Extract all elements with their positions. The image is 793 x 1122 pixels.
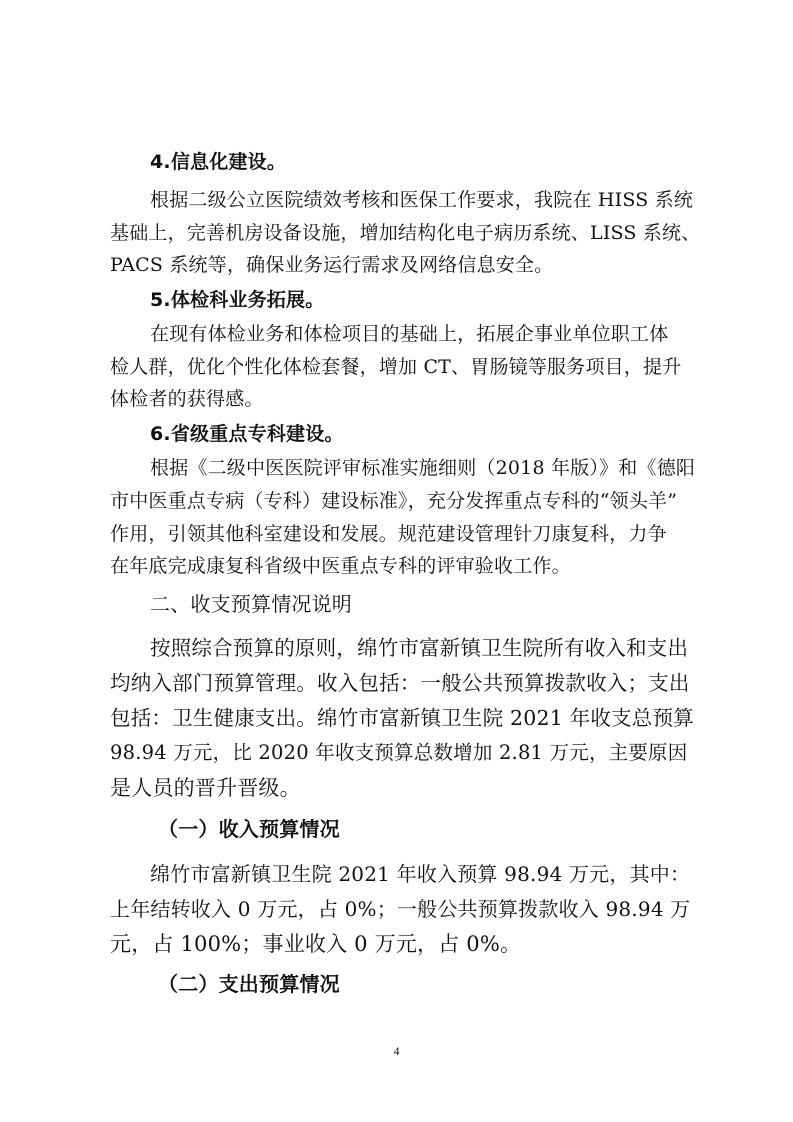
section-4-heading: 4.信息化建设。 — [150, 151, 287, 173]
section-4-line-3: PACS 系统等，确保业务运行需求及网络信息安全。 — [110, 254, 554, 276]
income-line-2: 上年结转收入 0 万元，占 0%；一般公共预算拨款收入 98.94 万 — [110, 897, 691, 921]
section-5-line-1: 在现有体检业务和体检项目的基础上，拓展企事业单位职工体 — [150, 323, 669, 345]
section-5-line-2: 检人群，优化个性化体检套餐，增加 CT、胃肠镜等服务项目，提升 — [110, 356, 682, 378]
section-4-line-1: 根据二级公立医院绩效考核和医保工作要求，我院在 HISS 系统 — [150, 189, 694, 211]
budget-line-5: 是人员的晋升晋级。 — [110, 776, 301, 800]
section-5-line-3: 体检者的获得感。 — [110, 388, 264, 410]
income-budget-heading: （一）收入预算情况 — [158, 817, 340, 841]
budget-line-4: 98.94 万元，比 2020 年收支预算总数增加 2.81 万元，主要原因 — [110, 741, 688, 764]
budget-line-3: 包括：卫生健康支出。绵竹市富新镇卫生院 2021 年收支总预算 — [110, 706, 694, 730]
page-number: 4 — [393, 1044, 400, 1058]
income-line-1: 绵竹市富新镇卫生院 2021 年收入预算 98.94 万元，其中： — [150, 862, 691, 886]
section-6-line-3: 作用，引领其他科室建设和发展。规范建设管理针刀康复科，力争 — [110, 523, 667, 545]
section-4-line-2: 基础上，完善机房设备设施，增加结构化电子病历系统、LISS 系统、 — [110, 222, 701, 244]
budget-line-1: 按照综合预算的原则，绵竹市富新镇卫生院所有收入和支出 — [150, 636, 689, 660]
budget-line-2: 均纳入部门预算管理。收入包括：一般公共预算拨款收入；支出 — [110, 671, 690, 695]
expense-budget-heading: （二）支出预算情况 — [158, 972, 340, 996]
income-line-3: 元，占 100%；事业收入 0 万元，占 0%。 — [110, 932, 522, 956]
section-6-line-4: 在年底完成康复科省级中医重点专科的评审验收工作。 — [110, 555, 571, 577]
section-5-heading: 5.体检科业务拓展。 — [150, 289, 325, 311]
section-6-line-1: 根据《二级中医医院评审标准实施细则（2018 年版）》和《德阳 — [150, 457, 696, 479]
section-6-line-2: 市中医重点专病（专科）建设标准》，充分发挥重点专科的“领头羊” — [110, 490, 678, 512]
section-6-heading: 6.省级重点专科建设。 — [150, 423, 344, 445]
budget-heading: 二、收支预算情况说明 — [150, 592, 352, 616]
